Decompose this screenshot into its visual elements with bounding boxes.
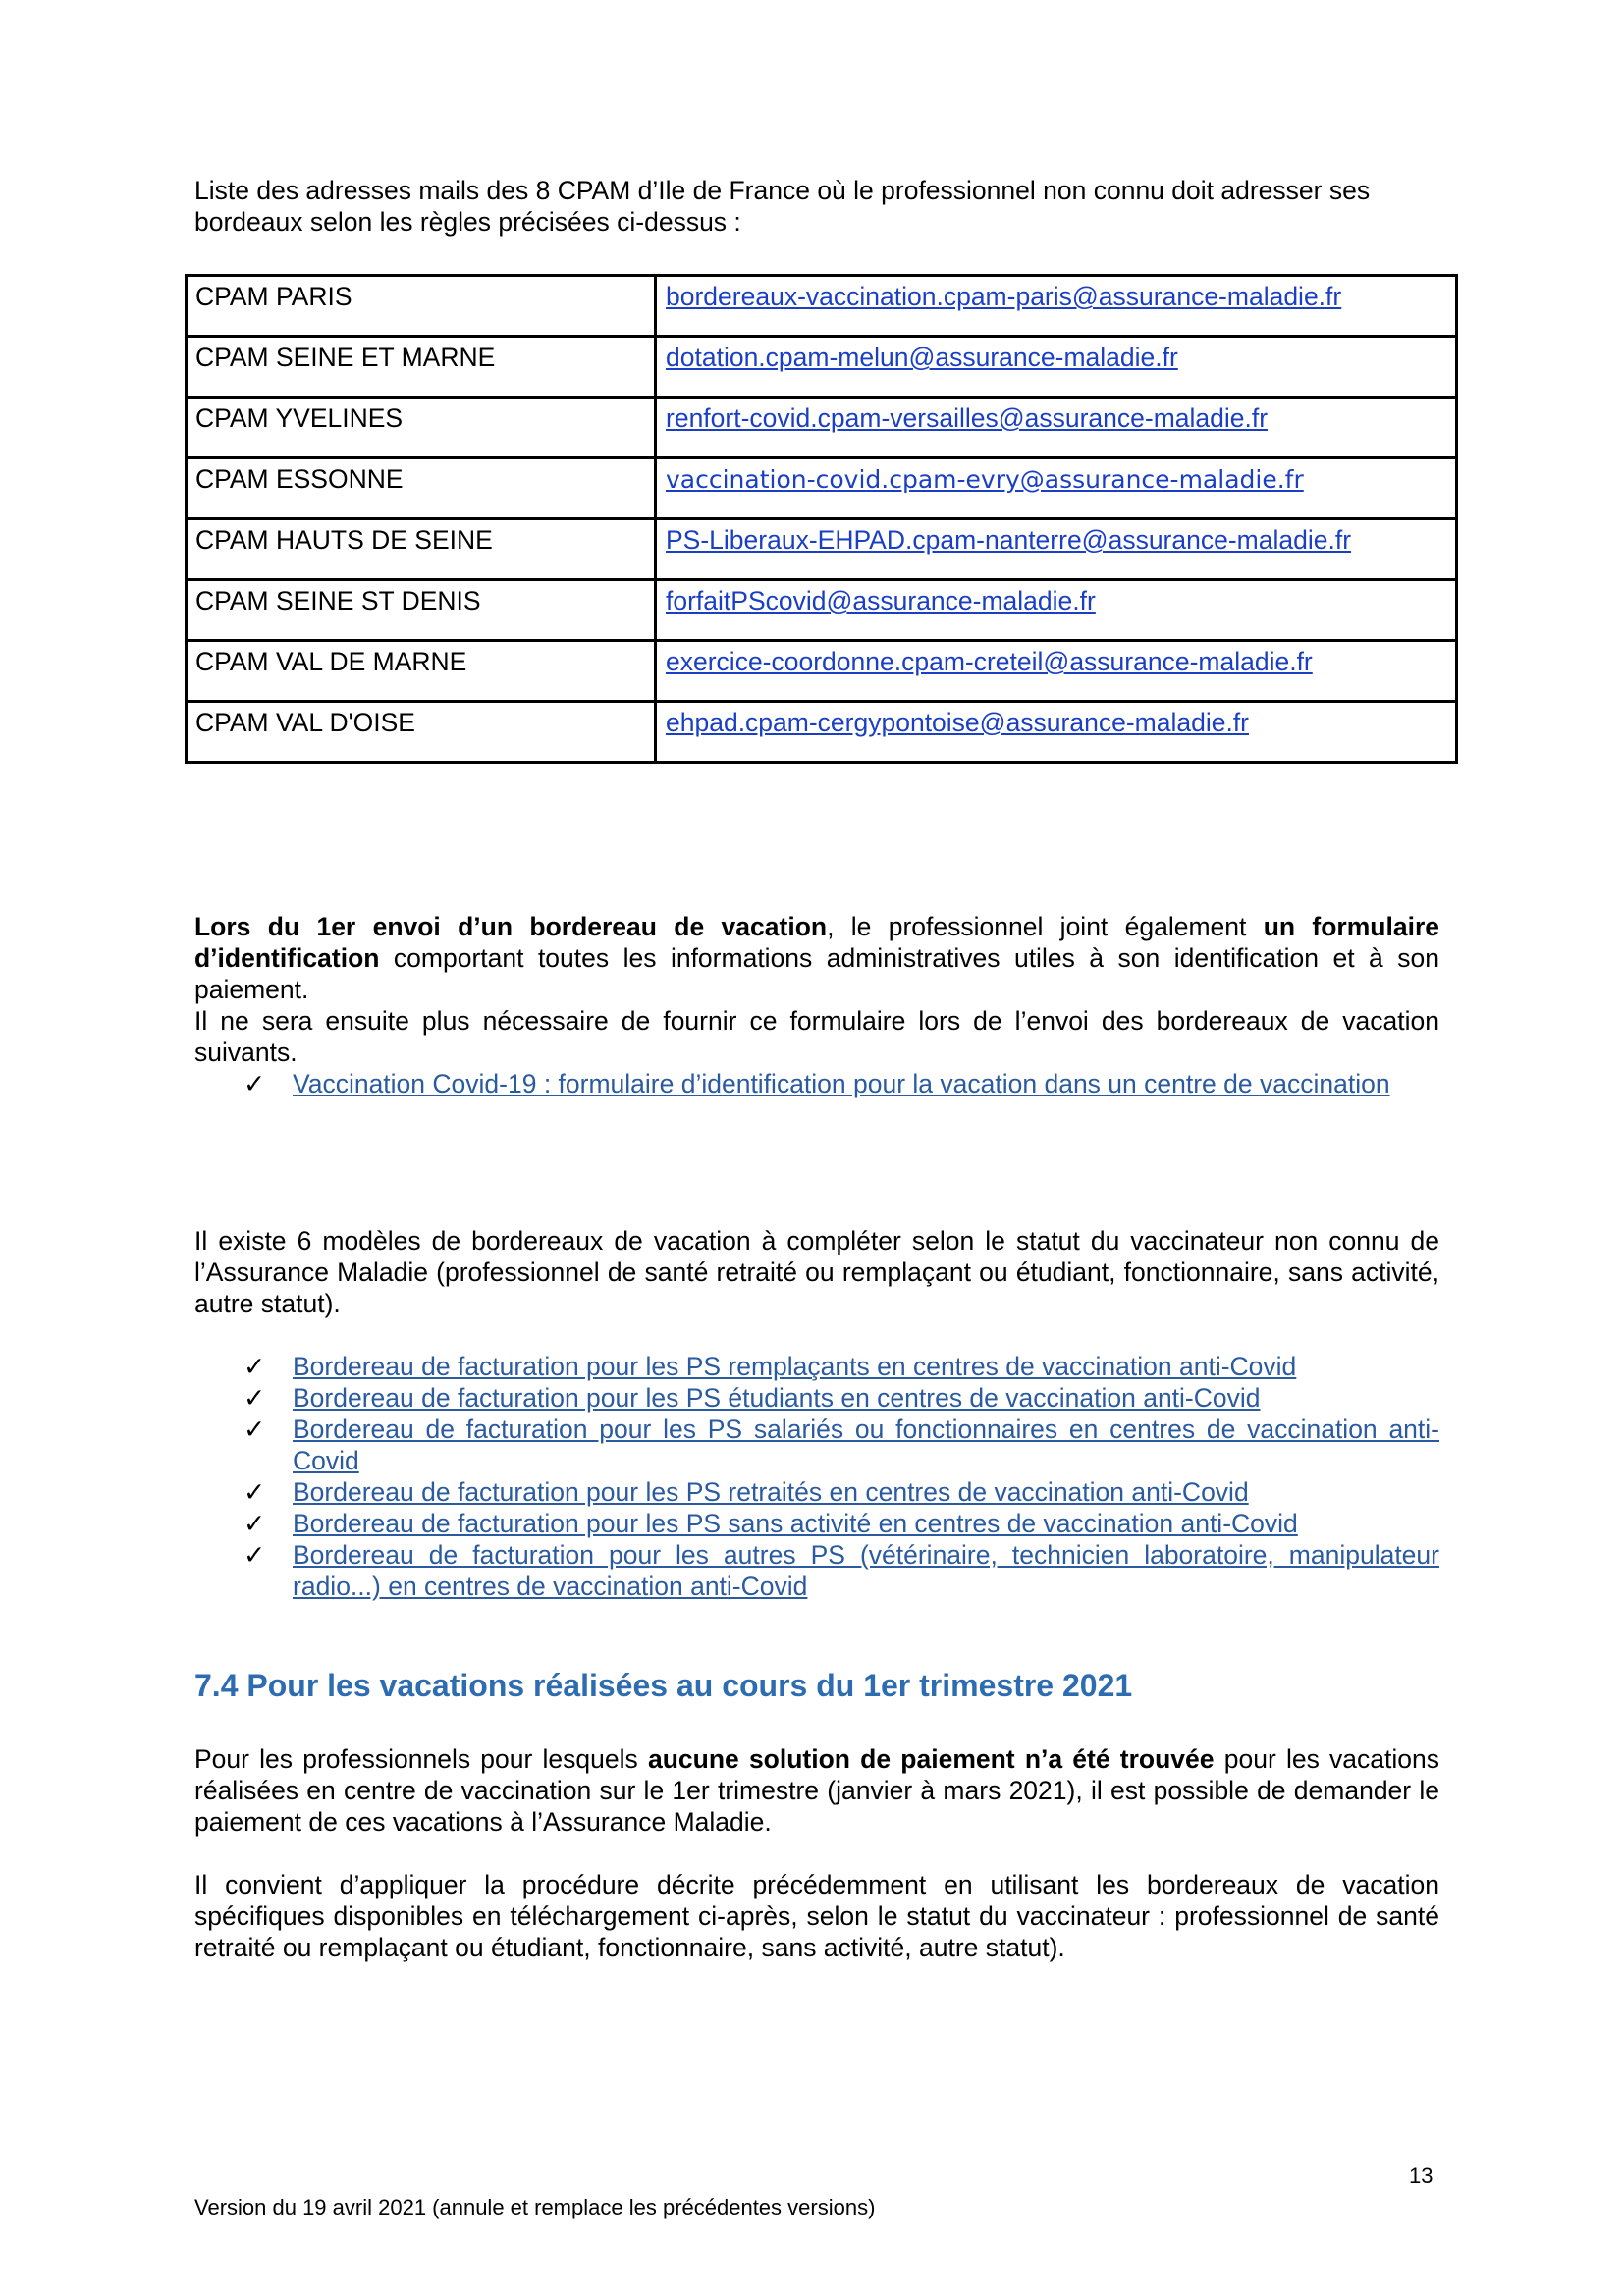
intro-paragraph: Liste des adresses mails des 8 CPAM d’Ile de France où le professionnel non connu doit adresser ses bordeaux selon les règles précisées ci-dessus : [194, 176, 1371, 237]
table-row [187, 702, 1457, 763]
cpam-email-cell [656, 641, 1457, 702]
bordereau-link[interactable]: Bordereau de facturation pour les PS étudiants en centres de vaccination anti-Covid [293, 1383, 1261, 1413]
cpam-email-link[interactable]: PS-Liberaux-EHPAD.cpam-nanterre@assurance-maladie.fr [666, 525, 1352, 555]
checkmark-icon: ✓ [243, 1540, 266, 1570]
cpam-email-link[interactable]: vaccination-covid.cpam-evry@assurance-maladie.fr [666, 465, 1304, 494]
first-send-bold: Lors du 1er envoi d’un bordereau de vacation [194, 912, 828, 941]
models-paragraph: Il existe 6 modèles de bordereaux de vacation à compléter selon le statut du vaccinateur non connu de l’Assurance Maladie (professionnel de santé retraité ou remplaçant ou étudiant, fonctionnaire, sans activité, autre statut). [194, 1226, 1439, 1318]
checkmark-icon: ✓ [243, 1415, 266, 1444]
cpam-email-link[interactable]: bordereaux-vaccination.cpam-paris@assurance-maladie.fr [666, 282, 1342, 311]
list-item [243, 1476, 1439, 1508]
form-bold: un formulaire d’identification [194, 912, 1440, 973]
cpam-email-cell [656, 398, 1457, 458]
procedure-paragraph: Il convient d’appliquer la procédure décrite précédemment en utilisant les bordereaux de vacation spécifiques disponibles en téléchargement ci-après, selon le statut du vaccinateur : professionnel de santé retraité ou remplaçant ou étudiant, fonctionnaire, sans activité, autre statut). [194, 1870, 1439, 1962]
bordereau-link[interactable]: Bordereau de facturation pour les PS salariés ou fonctionnaires en centres de vaccination anti-Covid [293, 1415, 1439, 1475]
list-item [243, 1351, 1439, 1382]
table-row [187, 337, 1457, 398]
form-link-list [243, 1068, 1439, 1099]
cpam-email-cell [656, 276, 1457, 337]
cpam-email-link[interactable]: dotation.cpam-melun@assurance-maladie.fr [666, 343, 1178, 372]
bordereau-link[interactable]: Bordereau de facturation pour les autres PS (vétérinaire, technicien laboratoire, manipulateur radio...) en centres de vaccination anti-Covid [293, 1540, 1439, 1601]
cpam-email-link[interactable]: exercice-coordonne.cpam-creteil@assurance-maladie.fr [666, 647, 1313, 676]
cpam-email-link[interactable]: ehpad.cpam-cergypontoise@assurance-maladie.fr [666, 708, 1250, 737]
form-link[interactable]: Vaccination Covid-19 : formulaire d’identification pour la vacation dans un centre de vaccination [293, 1069, 1390, 1098]
cpam-email-cell [656, 580, 1457, 641]
cpam-email-link[interactable]: forfaitPScovid@assurance-maladie.fr [666, 586, 1096, 615]
cpam-name-cell: CPAM SEINE ET MARNE [187, 337, 656, 398]
cpam-email-link[interactable]: renfort-covid.cpam-versailles@assurance-maladie.fr [666, 403, 1269, 433]
list-item [243, 1068, 1439, 1099]
first-send-text: , le professionnel joint également [827, 912, 1264, 941]
table-row [187, 641, 1457, 702]
bordereau-link[interactable]: Bordereau de facturation pour les PS remplaçants en centres de vaccination anti-Covid [293, 1352, 1297, 1381]
section-title: 7.4 Pour les vacations réalisées au cours du 1er trimestre 2021 [194, 1668, 1133, 1703]
cpam-email-cell [656, 702, 1457, 763]
first-quarter-text-start: Pour les professionnels pour lesquels [194, 1744, 648, 1774]
list-item [243, 1382, 1439, 1414]
checkmark-icon: ✓ [243, 1477, 266, 1507]
table-row [187, 276, 1457, 337]
first-quarter-bold: aucune solution de paiement n’a été trouvée [647, 1744, 1215, 1774]
cpam-name-cell: CPAM VAL DE MARNE [187, 641, 656, 702]
page-number: 13 [1409, 2163, 1434, 2188]
list-item [243, 1414, 1439, 1476]
list-item [243, 1539, 1439, 1602]
checkmark-icon: ✓ [243, 1352, 266, 1381]
table-row [187, 398, 1457, 458]
cpam-name-cell: CPAM YVELINES [187, 398, 656, 458]
form-text: comportant toutes les informations administratives utiles à son identification et à son paiement. [194, 943, 1439, 1004]
bordereau-link[interactable]: Bordereau de facturation pour les PS sans activité en centres de vaccination anti-Covid [293, 1509, 1298, 1538]
cpam-name-cell: CPAM VAL D'OISE [187, 702, 656, 763]
no-longer-needed-paragraph: Il ne sera ensuite plus nécessaire de fournir ce formulaire lors de l’envoi des bordereaux de vacation suivants. [194, 1006, 1439, 1067]
cpam-email-cell [656, 337, 1457, 398]
bordereaux-link-list [243, 1351, 1439, 1602]
cpam-name-cell: CPAM ESSONNE [187, 458, 656, 519]
cpam-email-table [185, 274, 1458, 764]
checkmark-icon: ✓ [243, 1509, 266, 1538]
table-row [187, 458, 1457, 519]
cpam-name-cell: CPAM SEINE ST DENIS [187, 580, 656, 641]
first-send-paragraph [194, 911, 1439, 1005]
checkmark-icon: ✓ [243, 1069, 266, 1098]
cpam-name-cell: CPAM HAUTS DE SEINE [187, 519, 656, 580]
list-item [243, 1508, 1439, 1539]
cpam-email-cell [656, 458, 1457, 519]
bordereau-link[interactable]: Bordereau de facturation pour les PS retraités en centres de vaccination anti-Covid [293, 1477, 1249, 1507]
checkmark-icon: ✓ [243, 1383, 266, 1413]
cpam-name-cell: CPAM PARIS [187, 276, 656, 337]
footer-version: Version du 19 avril 2021 (annule et remplace les précédentes versions) [194, 2195, 876, 2219]
first-quarter-paragraph [194, 1743, 1439, 1838]
first-quarter-text-end: pour les vacations réalisées en centre de vaccination sur le 1er trimestre (janvier à mars 2021), il est possible de demander le paiement de ces vacations à l’Assurance Maladie. [194, 1744, 1439, 1837]
table-row [187, 519, 1457, 580]
table-row [187, 580, 1457, 641]
cpam-email-cell [656, 519, 1457, 580]
